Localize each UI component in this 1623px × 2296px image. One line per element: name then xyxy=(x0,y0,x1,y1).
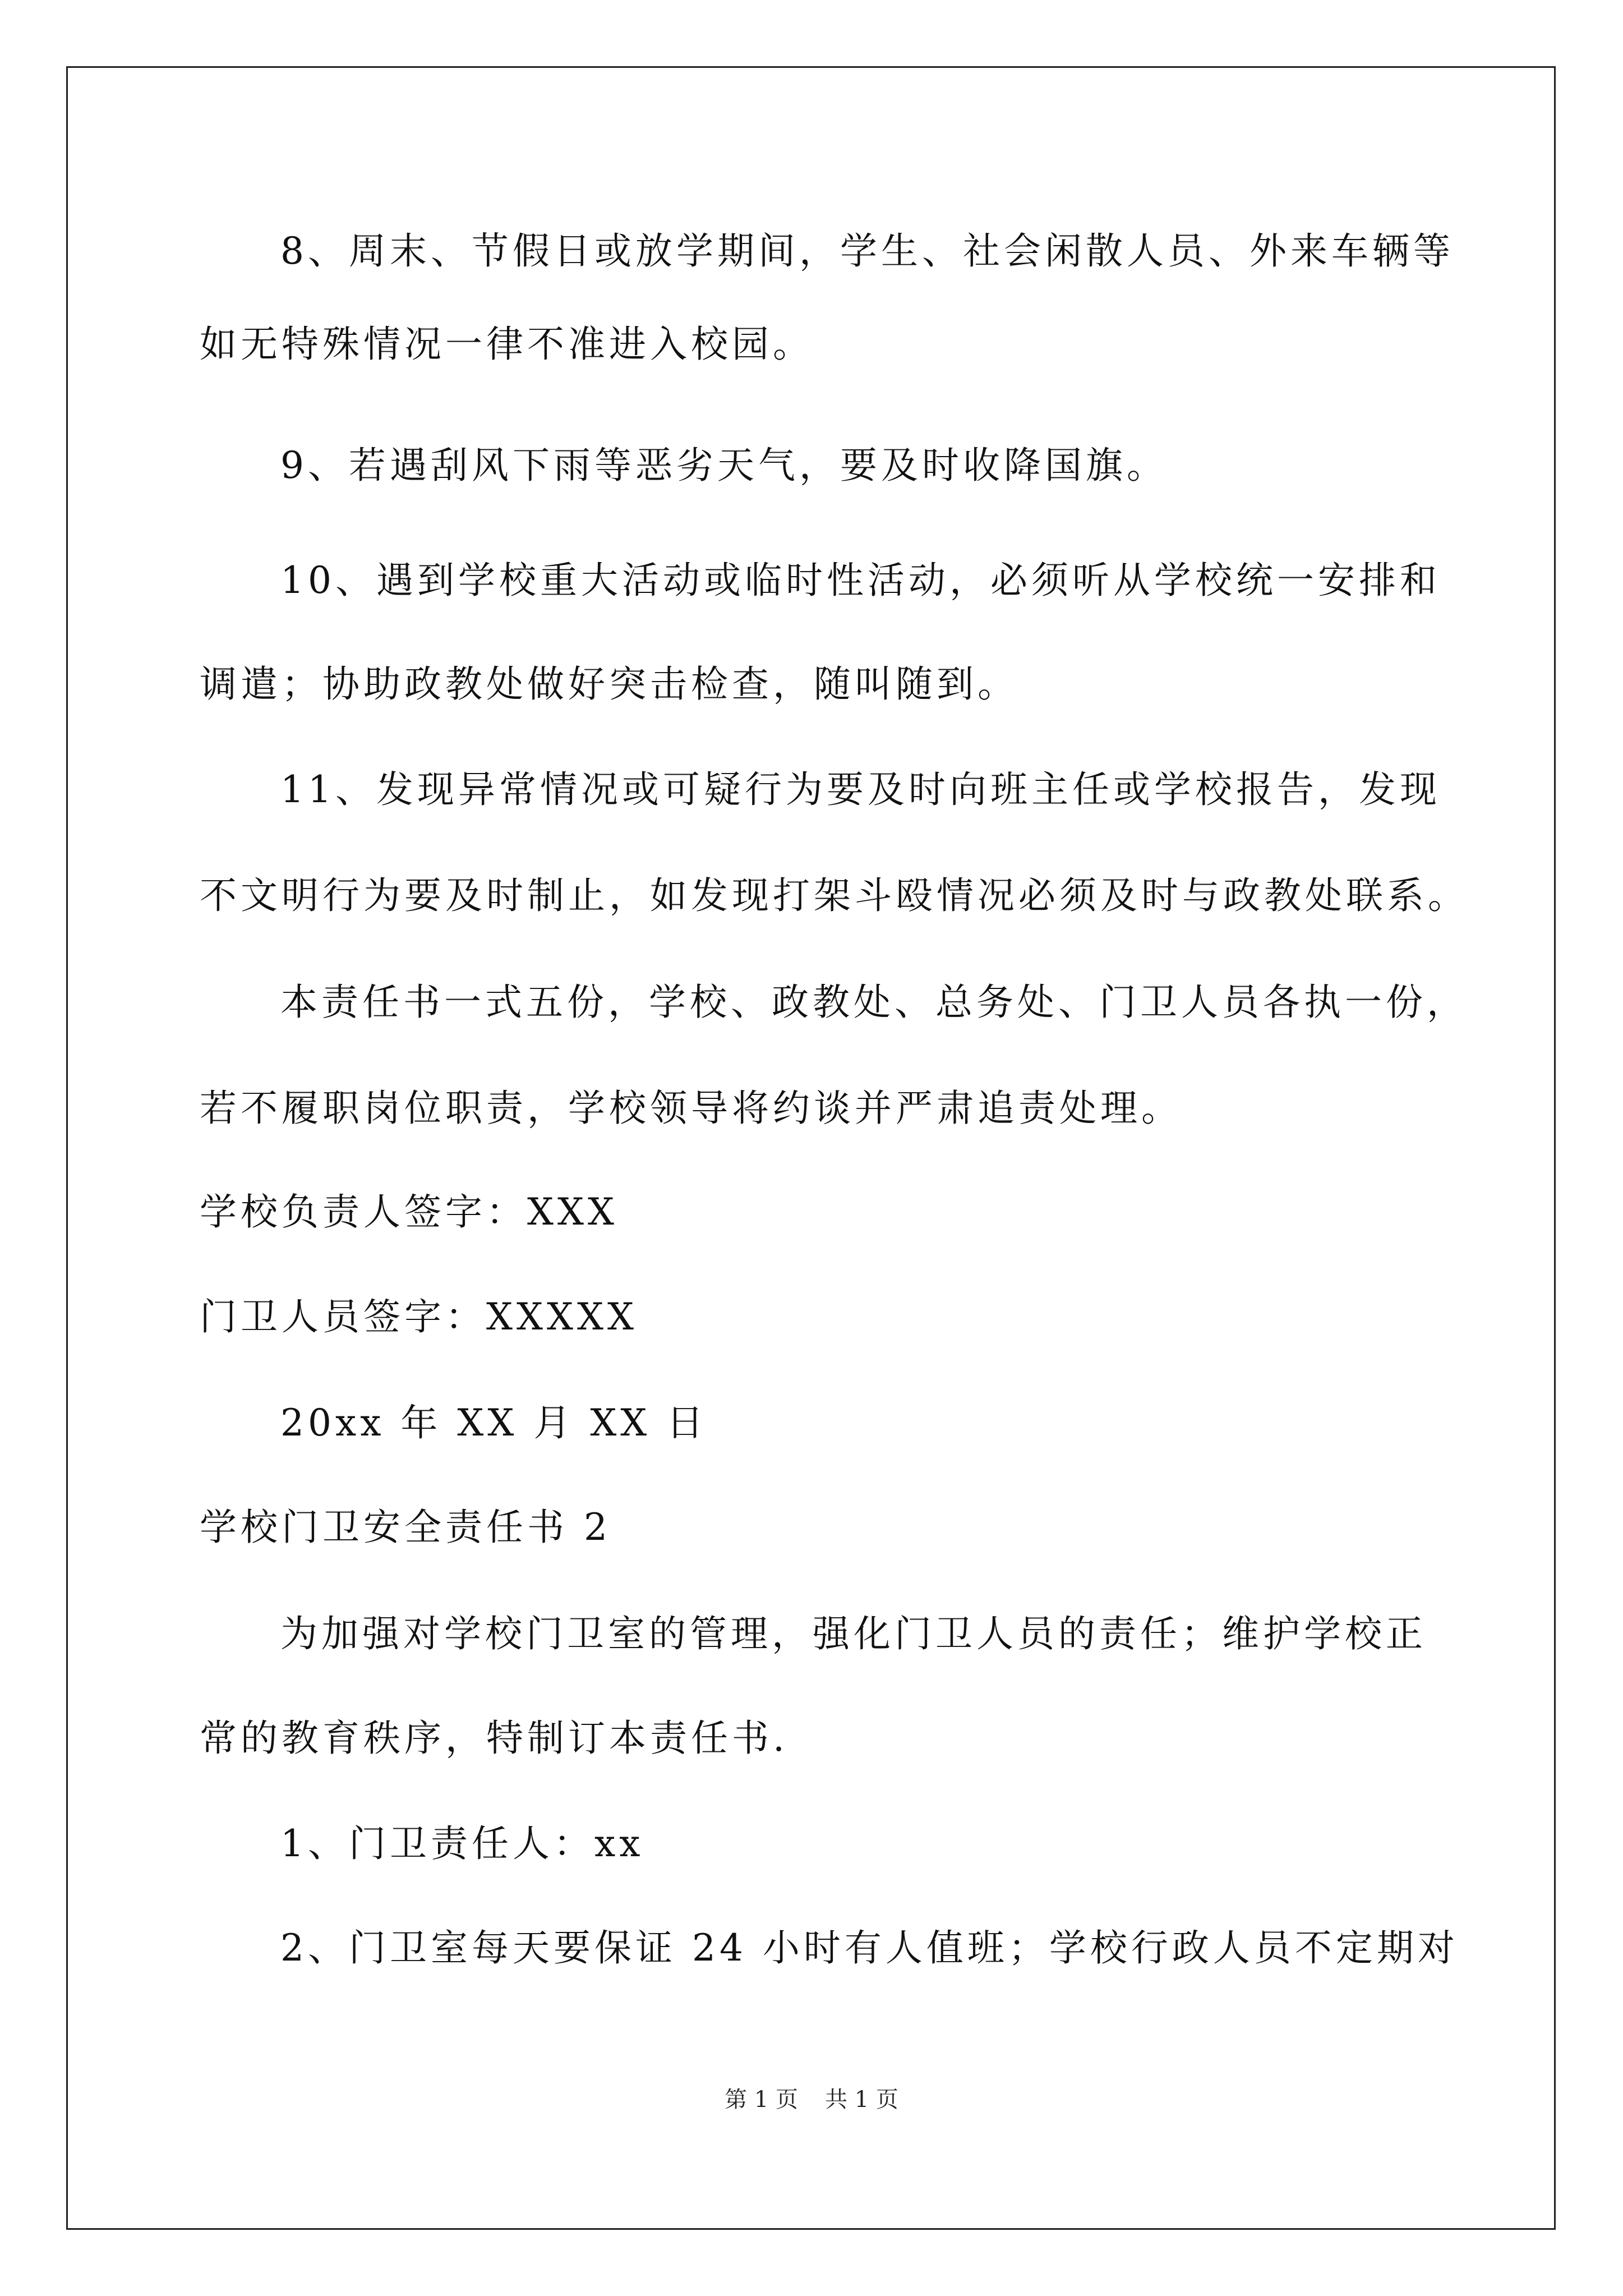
paragraph-line: 若不履职岗位职责，学校领导将约谈并严肃追责处理。 xyxy=(200,1087,1182,1130)
paragraph-line: 11、发现异常情况或可疑行为要及时向班主任或学校报告，发现 xyxy=(280,768,1441,811)
paragraph-line: 2、门卫室每天要保证 24 小时有人值班；学校行政人员不定期对 xyxy=(280,1926,1459,1970)
paragraph-line: 9、若遇刮风下雨等恶劣天气，要及时收降国旗。 xyxy=(280,444,1168,487)
page-frame xyxy=(66,66,1556,2230)
paragraph-line: 为加强对学校门卫室的管理，强化门卫人员的责任；维护学校正 xyxy=(280,1612,1427,1655)
paragraph-line: 本责任书一式五份，学校、政教处、总务处、门卫人员各执一份， xyxy=(280,981,1468,1024)
section-title: 学校门卫安全责任书 2 xyxy=(200,1506,611,1549)
paragraph-line: 1、门卫责任人：xx xyxy=(280,1822,644,1865)
signature-gatekeeper: 门卫人员签字：XXXXX xyxy=(200,1295,638,1338)
paragraph-line: 如无特殊情况一律不准进入校园。 xyxy=(200,323,814,366)
page-number: 第 1 页 xyxy=(725,2087,798,2113)
paragraph-line: 常的教育秩序，特制订本责任书. xyxy=(200,1717,789,1760)
page-count: 共 1 页 xyxy=(825,2087,898,2113)
paragraph-line: 8、周末、节假日或放学期间，学生、社会闲散人员、外来车辆等 xyxy=(280,229,1454,273)
date-line: 20xx 年 XX 月 XX 日 xyxy=(280,1401,708,1444)
paragraph-line: 不文明行为要及时制止，如发现打架斗殴情况必须及时与政教处联系。 xyxy=(200,874,1469,917)
signature-school-head: 学校负责人签字：XXX xyxy=(200,1190,618,1234)
page-footer xyxy=(0,2086,1623,2114)
paragraph-line: 10、遇到学校重大活动或临时性活动，必须听从学校统一安排和 xyxy=(280,559,1441,602)
paragraph-line: 调遣；协助政教处做好突击检查，随叫随到。 xyxy=(200,662,1018,706)
